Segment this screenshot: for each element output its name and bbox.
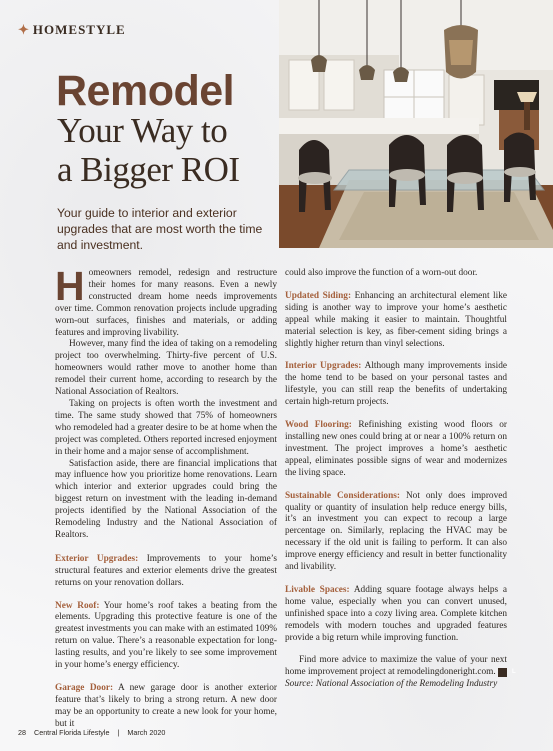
paragraph: Taking on projects is often worth the investment and time. The same study showed that 75% of homeowners who remodeled had a greater desire to be at home when the project was completed. Others reported incresed enjoyment in their home and a major sense of accomplishment.: [55, 398, 277, 457]
right-column: [285, 268, 516, 702]
drop-cap: H: [55, 263, 85, 309]
garage-section: Garage Door: A new garage door is another exterior feature that’s likely to bring a strong return. A new door may be an opportunity to create a new look for your home, but it: [55, 683, 277, 729]
issue-date: March 2020: [127, 728, 166, 737]
page-number: 28: [18, 728, 26, 737]
section-label: Livable Spaces:: [285, 584, 350, 595]
footer-separator: |: [117, 728, 120, 737]
publication-name: Central Florida Lifestyle: [34, 728, 110, 737]
section-label: New Roof:: [55, 600, 100, 611]
article-subtitle: Your guide to interior and exterior upgrades that are most worth the time and investment.: [57, 206, 263, 252]
roof-section: New Roof: Your home’s roof takes a beating from the elements. Upgrading this protective feature is one of the greatest investments you can make with an estimated 109% return on value. There’s a reasonable expectation for long-lasting results, and you’re likely to see some improvement in your home’s energy efficiency.: [55, 600, 277, 671]
exterior-section: Exterior Upgrades: Improvements to your home’s structural features and exterior elements drive the greatest returns on your renovation dollars.: [55, 553, 277, 588]
intro-paragraph: Homeowners remodel, redesign and restructure their homes for many reasons. Even a newly constructed dream home needs improvements over time. Common renovation projects include upgrading worn-out surfaces, finishes and materials, or adding features and improving livability.: [55, 263, 277, 338]
headline-remodel: Remodel: [56, 67, 235, 115]
section-bullet-icon: ✦: [18, 22, 30, 37]
paragraph: could also improve the function of a worn-out door.: [285, 268, 478, 278]
section-label: Interior Upgrades:: [285, 361, 362, 372]
page-footer: [18, 728, 171, 737]
section-tag: [18, 22, 126, 38]
end-mark-icon: L: [498, 668, 507, 677]
paragraph: However, many find the idea of taking on a remodeling project too overwhelming. Thirty-five percent of U.S. homeowners would rather move to another home than remodel their current home, according to research by the National Association of Realtors.: [55, 339, 277, 398]
section-label: Exterior Upgrades:: [55, 553, 139, 564]
sustainable-section: Sustainable Considerations: Not only does improved quality or quantity of insulation help reduce energy bills, it’s an investment you can expect to recoup a large percentage on. Similarly, replacing the HVAC may be necessary if the old unit is failing to perform. It can also improve energy efficiency and result in better functionality and livability.: [285, 490, 508, 573]
livable-section: Livable Spaces: Adding square footage always helps a home value, especially when you can convert unused, unfinished space into a cozy living area. Complete kitchen remodels with modern touches and upgraded features provide a big return while improving function.: [285, 584, 508, 643]
section-label: Wood Flooring:: [285, 420, 352, 431]
section-label: Sustainable Considerations:: [285, 490, 400, 501]
wood-section: Wood Flooring: Refinishing existing wood floors or installing new ones could bring at or near a 100% return on investment. The project improves a home’s aesthetic appeal, eliminates possible signs of wear and modernizes the living space.: [285, 420, 507, 478]
section-label: Updated Siding:: [285, 290, 352, 301]
section-label: Garage Door:: [55, 683, 114, 693]
interior-section: Interior Upgrades: Although many improvements inside the home tend to be based on your personal tastes and lifestyle, you can still reap the benefits of undertaking certain high-return projects.: [285, 361, 507, 408]
kitchen-dining-photo: [279, 0, 553, 248]
source-citation: Source: National Association of the Remodeling Industry: [285, 679, 498, 690]
closing-paragraph: Find more advice to maximize the value of your next home improvement project at remodelingdoneright.com. L: [285, 655, 516, 678]
headline-line-2: Your Way to: [57, 111, 228, 150]
siding-section: Updated Siding: Enhancing an architectural element like siding is another way to improve your home’s aesthetic appeal while making it easier to maintain. Thoughtful material selection is key, as fiber-cement siding brings a slightly higher return than vinyl selections.: [285, 290, 507, 349]
left-column: [55, 263, 277, 742]
headline-line-3: a Bigger ROI: [57, 150, 240, 189]
paragraph: Satisfaction aside, there are financial implications that may influence how you prioritize home renovations. Learn which interior and exterior upgrades could bring the biggest return on investment with the leading in-demand projects identified by the National Association of the Remodeling Industry and the National Association of Realtors.: [55, 458, 277, 540]
section-label: HOMESTYLE: [32, 22, 126, 37]
